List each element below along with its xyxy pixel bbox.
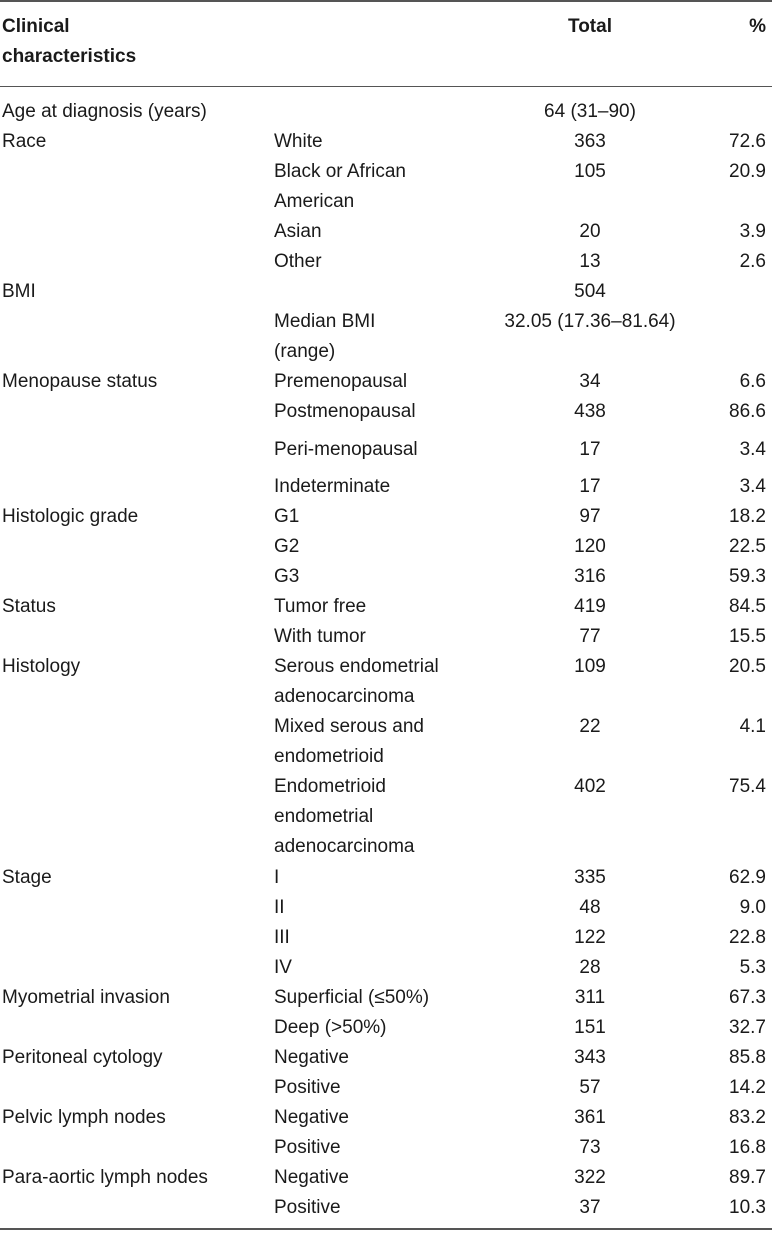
row-category: Status [2, 596, 56, 617]
header-percent: % [749, 16, 766, 37]
row-total: 122 [574, 927, 606, 948]
row-total: 32.05 (17.36–81.64) [504, 311, 676, 332]
table-top-rule [0, 0, 772, 2]
row-percent: 22.8 [729, 927, 766, 948]
row-percent: 14.2 [729, 1077, 766, 1098]
row-percent: 18.2 [729, 506, 766, 527]
row-subcategory: I [274, 867, 280, 888]
row-total: 109 [574, 656, 606, 677]
row-subcategory: Black or African American [274, 161, 406, 212]
row-category: Para-aortic lymph nodes [2, 1167, 208, 1188]
row-percent: 6.6 [739, 371, 766, 392]
row-percent: 89.7 [729, 1167, 766, 1188]
row-subcategory: III [274, 927, 290, 948]
row-total: 120 [574, 536, 606, 557]
row-subcategory: Negative [274, 1047, 349, 1068]
row-subcategory: Postmenopausal [274, 401, 416, 422]
row-total: 419 [574, 596, 606, 617]
row-total: 97 [579, 506, 601, 527]
row-total: 363 [574, 131, 606, 152]
row-total: 13 [579, 251, 601, 272]
row-category: Race [2, 131, 47, 152]
row-percent: 86.6 [729, 401, 766, 422]
row-percent: 20.5 [729, 656, 766, 677]
row-percent: 22.5 [729, 536, 766, 557]
row-category: Histologic grade [2, 506, 139, 527]
row-percent: 2.6 [739, 251, 766, 272]
row-category: Stage [2, 867, 52, 888]
header-total: Total [568, 16, 612, 37]
row-subcategory: Median BMI (range) [274, 311, 376, 362]
row-percent: 59.3 [729, 566, 766, 587]
row-total: 37 [579, 1197, 601, 1218]
row-subcategory: Positive [274, 1137, 341, 1158]
row-category: BMI [2, 281, 36, 302]
row-subcategory: Peri-menopausal [274, 439, 418, 460]
row-category: Pelvic lymph nodes [2, 1107, 166, 1128]
row-total: 17 [579, 439, 601, 460]
row-total: 57 [579, 1077, 601, 1098]
row-subcategory: White [274, 131, 323, 152]
row-percent: 85.8 [729, 1047, 766, 1068]
row-percent: 5.3 [739, 957, 766, 978]
row-subcategory: Premenopausal [274, 371, 408, 392]
row-percent: 16.8 [729, 1137, 766, 1158]
row-percent: 83.2 [729, 1107, 766, 1128]
row-total: 28 [579, 957, 601, 978]
row-percent: 20.9 [729, 161, 766, 182]
row-total: 151 [574, 1017, 606, 1038]
row-total: 438 [574, 401, 606, 422]
row-total: 311 [574, 987, 606, 1008]
row-percent: 84.5 [729, 596, 766, 617]
row-percent: 62.9 [729, 867, 766, 888]
row-total: 77 [579, 626, 601, 647]
row-category: Peritoneal cytology [2, 1047, 163, 1068]
row-percent: 3.4 [739, 476, 766, 497]
row-total: 64 (31–90) [544, 101, 636, 122]
row-percent: 9.0 [739, 897, 766, 918]
row-total: 322 [574, 1167, 606, 1188]
row-total: 504 [574, 281, 606, 302]
row-percent: 72.6 [729, 131, 766, 152]
row-subcategory: Serous endometrial adenocarcinoma [274, 656, 439, 707]
row-total: 335 [574, 867, 606, 888]
row-percent: 4.1 [739, 716, 766, 737]
row-total: 343 [574, 1047, 606, 1068]
row-percent: 75.4 [729, 776, 766, 797]
row-subcategory: Other [274, 251, 322, 272]
table-bottom-rule [0, 1228, 772, 1230]
row-subcategory: Negative [274, 1167, 349, 1188]
row-total: 22 [579, 716, 601, 737]
row-total: 402 [574, 776, 606, 797]
row-subcategory: G1 [274, 506, 300, 527]
row-total: 20 [579, 221, 601, 242]
row-percent: 32.7 [729, 1017, 766, 1038]
row-total: 361 [574, 1107, 606, 1128]
row-category: Menopause status [2, 371, 158, 392]
row-total: 34 [579, 371, 601, 392]
row-category: Age at diagnosis (years) [2, 101, 207, 122]
row-subcategory: Positive [274, 1077, 341, 1098]
row-category: Histology [2, 656, 81, 677]
row-percent: 15.5 [729, 626, 766, 647]
row-total: 17 [579, 476, 601, 497]
row-total: 105 [574, 161, 606, 182]
row-subcategory: Positive [274, 1197, 341, 1218]
row-subcategory: G2 [274, 536, 300, 557]
row-total: 48 [579, 897, 601, 918]
header-characteristic: Clinical characteristics [2, 16, 137, 67]
row-subcategory: Indeterminate [274, 476, 391, 497]
row-subcategory: Deep (>50%) [274, 1017, 387, 1038]
row-percent: 67.3 [729, 987, 766, 1008]
row-subcategory: Mixed serous and endometrioid [274, 716, 424, 767]
row-subcategory: With tumor [274, 626, 366, 647]
row-subcategory: Tumor free [274, 596, 367, 617]
row-subcategory: Negative [274, 1107, 349, 1128]
row-subcategory: Endometrioid endometrial adenocarcinoma [274, 776, 415, 857]
row-subcategory: Asian [274, 221, 322, 242]
row-percent: 3.4 [739, 439, 766, 460]
row-total: 316 [574, 566, 606, 587]
table-header-rule [0, 86, 772, 87]
row-subcategory: G3 [274, 566, 300, 587]
row-percent: 10.3 [729, 1197, 766, 1218]
row-category: Myometrial invasion [2, 987, 170, 1008]
row-subcategory: Superficial (≤50%) [274, 987, 430, 1008]
row-subcategory: IV [274, 957, 292, 978]
row-percent: 3.9 [739, 221, 766, 242]
row-subcategory: II [274, 897, 285, 918]
row-total: 73 [579, 1137, 601, 1158]
